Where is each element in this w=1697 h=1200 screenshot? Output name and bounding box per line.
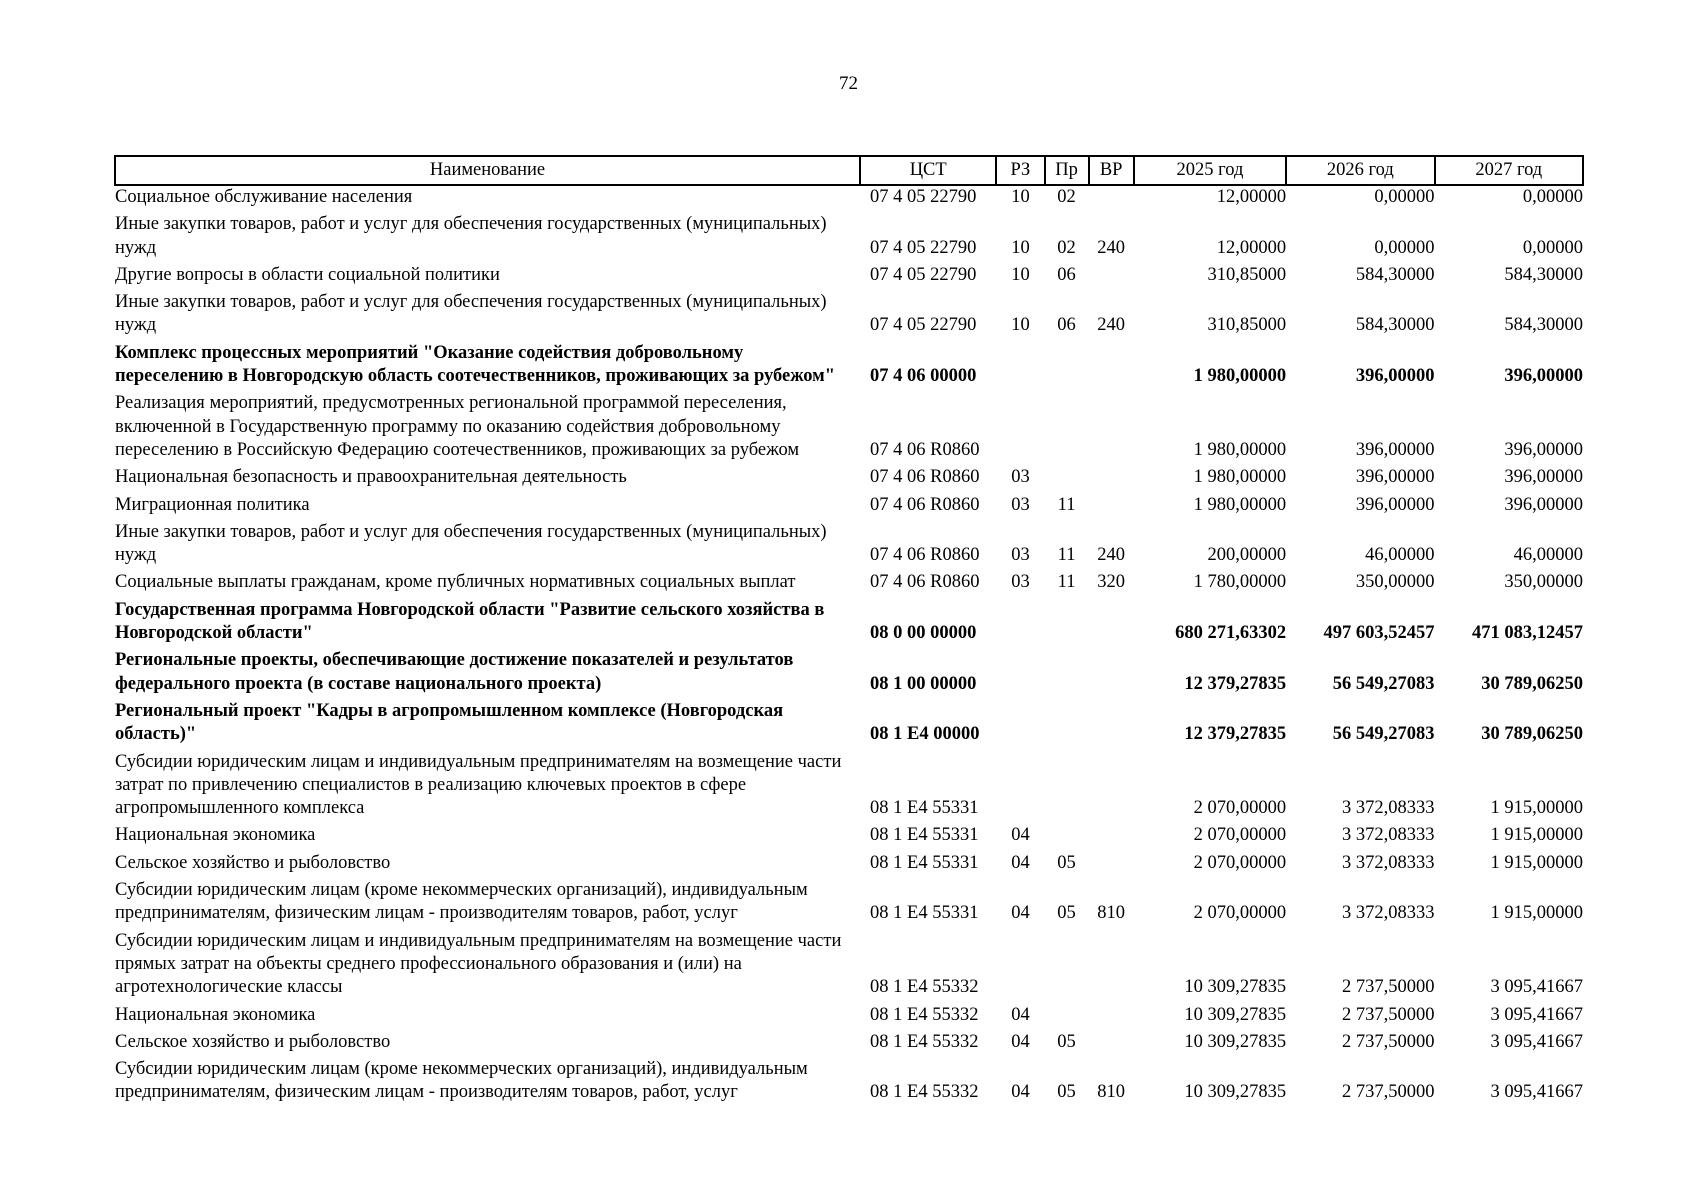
cell-y2025: 1 780,00000	[1193, 572, 1287, 593]
cell-y2025: 680 271,63302	[1175, 623, 1287, 644]
cell-name: Реализация мероприятий, предусмотренных региональной программой переселения, включенной в Государственную программу по оказанию содействия добровольному переселению в Российскую Федерацию соотечественников, проживающих за рубежом	[115, 393, 800, 460]
table-row	[115, 213, 1583, 264]
cell-cst: 07 4 06 R0860	[870, 545, 980, 566]
table-row	[115, 599, 1583, 650]
cell-rz: 03	[1011, 545, 1030, 566]
cell-name: Другие вопросы в области социальной политики	[115, 264, 500, 285]
cell-y2026: 497 603,52457	[1323, 623, 1435, 644]
cell-y2026: 584,30000	[1355, 315, 1435, 336]
cell-y2025: 10 309,27835	[1184, 1082, 1287, 1103]
cell-name: Национальная экономика	[115, 825, 316, 846]
cell-cst: 08 0 00 00000	[870, 623, 977, 644]
cell-rz: 10	[1011, 237, 1030, 258]
cell-pr: 11	[1057, 572, 1076, 593]
table-row	[115, 649, 1583, 700]
cell-cst: 08 1 00 00000	[870, 673, 977, 694]
header-name: Наименование	[115, 156, 860, 185]
cell-y2027: 3 095,41667	[1490, 1082, 1583, 1103]
cell-y2025: 1 980,00000	[1193, 439, 1287, 460]
cell-y2025: 12 379,27835	[1184, 673, 1287, 694]
cell-rz: 10	[1011, 315, 1030, 336]
cell-y2027: 1 915,00000	[1490, 852, 1583, 873]
cell-name: Комплекс процессных мероприятий "Оказание содействия добровольному переселению в Новгородскую область соотечественников, проживающих за рубежом"	[115, 342, 835, 387]
cell-cst: 08 1 E4 55332	[870, 1004, 979, 1025]
table-row	[115, 494, 1583, 521]
cell-pr	[1045, 824, 1089, 851]
cell-vr: 240	[1097, 315, 1126, 336]
cell-cst: 08 1 E4 55331	[870, 798, 979, 819]
table-row	[115, 879, 1583, 930]
cell-cst: 07 4 06 R0860	[870, 572, 980, 593]
cell-y2025: 2 070,00000	[1193, 903, 1287, 924]
cell-name: Региональные проекты, обеспечивающие достижение показателей и результатов федерального проекта (в составе национального проекта)	[115, 650, 794, 694]
cell-cst: 08 1 E4 55332	[870, 1031, 979, 1052]
cell-y2025: 10 309,27835	[1184, 1004, 1287, 1025]
table-row	[115, 392, 1583, 466]
cell-cst: 07 4 05 22790	[870, 187, 977, 207]
cell-vr	[1089, 1004, 1134, 1031]
cell-name: Субсидии юридическим лицам и индивидуальным предпринимателям на возмещение части затрат по привлечению специалистов в реализацию ключевых проектов в сфере агропромышленного комплекса	[115, 751, 842, 819]
cell-y2025: 12,00000	[1216, 237, 1287, 258]
cell-y2027: 46,00000	[1513, 545, 1583, 566]
cell-pr: 05	[1057, 1082, 1076, 1103]
header-rz: РЗ	[996, 156, 1044, 185]
table-row	[115, 1058, 1583, 1109]
cell-y2027: 3 095,41667	[1490, 977, 1583, 998]
cell-y2026: 2 737,50000	[1342, 1031, 1435, 1052]
cell-pr	[1045, 751, 1089, 825]
cell-y2027: 396,00000	[1504, 439, 1583, 460]
cell-y2026: 56 549,27083	[1332, 673, 1435, 694]
table-row	[115, 185, 1583, 213]
cell-rz: 04	[1011, 825, 1030, 846]
cell-name: Региональный проект "Кадры в агропромышленном комплексе (Новгородская область)"	[115, 700, 784, 745]
cell-y2025: 12,00000	[1216, 187, 1287, 207]
cell-rz: 10	[1011, 264, 1030, 285]
cell-cst: 07 4 06 R0860	[870, 439, 980, 460]
cell-name: Национальная безопасность и правоохранительная деятельность	[115, 467, 627, 488]
cell-y2025: 310,85000	[1207, 315, 1287, 336]
cell-rz: 04	[1011, 852, 1030, 873]
cell-rz	[996, 649, 1044, 700]
cell-y2025: 2 070,00000	[1193, 852, 1287, 873]
cell-pr	[1045, 700, 1089, 751]
cell-vr	[1089, 185, 1134, 213]
header-cst: ЦСТ	[860, 156, 996, 185]
cell-y2025: 12 379,27835	[1184, 724, 1287, 745]
cell-y2027: 396,00000	[1504, 467, 1583, 488]
cell-y2026: 350,00000	[1355, 572, 1435, 593]
cell-name: Иные закупки товаров, работ и услуг для обеспечения государственных (муниципальных) нужд	[115, 292, 827, 336]
cell-y2027: 30 789,06250	[1481, 724, 1583, 745]
cell-vr: 810	[1097, 1082, 1126, 1103]
table-row	[115, 1031, 1583, 1058]
cell-vr	[1089, 1031, 1134, 1058]
cell-y2027: 1 915,00000	[1490, 825, 1583, 846]
table-row	[115, 751, 1583, 825]
cell-y2026: 396,00000	[1355, 366, 1435, 387]
cell-y2026: 396,00000	[1355, 467, 1435, 488]
cell-y2026: 3 372,08333	[1342, 903, 1435, 924]
cell-vr	[1089, 494, 1134, 521]
cell-cst: 07 4 05 22790	[870, 264, 977, 285]
header-pr: Пр	[1045, 156, 1089, 185]
cell-vr	[1089, 751, 1134, 825]
cell-y2027: 3 095,41667	[1490, 1004, 1583, 1025]
cell-rz: 03	[1011, 467, 1030, 488]
table-row	[115, 852, 1583, 879]
cell-name: Государственная программа Новгородской области "Развитие сельского хозяйства в Новгородской области"	[115, 599, 825, 644]
cell-y2027: 3 095,41667	[1490, 1031, 1583, 1052]
cell-name: Субсидии юридическим лицам (кроме некоммерческих организаций), индивидуальным предпринимателям, физическим лицам - производителям товаров, работ, услуг	[115, 1059, 808, 1103]
cell-vr	[1089, 466, 1134, 493]
cell-rz: 10	[1011, 187, 1030, 207]
table-header-row	[115, 156, 1583, 185]
cell-vr	[1089, 264, 1134, 291]
cell-y2026: 56 549,27083	[1332, 724, 1435, 745]
cell-name: Социальное обслуживание населения	[115, 187, 413, 207]
cell-y2026: 46,00000	[1365, 545, 1435, 566]
cell-vr	[1089, 392, 1134, 466]
cell-rz	[996, 392, 1044, 466]
cell-cst: 08 1 E4 00000	[870, 724, 980, 745]
cell-name: Сельское хозяйство и рыболовство	[115, 1031, 391, 1052]
cell-rz: 03	[1011, 494, 1030, 515]
cell-y2025: 310,85000	[1207, 264, 1287, 285]
cell-pr	[1045, 1004, 1089, 1031]
cell-y2025: 1 980,00000	[1193, 366, 1287, 387]
budget-table	[114, 155, 1584, 1109]
cell-y2027: 584,30000	[1504, 264, 1583, 285]
cell-pr: 02	[1057, 237, 1076, 258]
cell-y2025: 200,00000	[1207, 545, 1287, 566]
cell-vr	[1089, 700, 1134, 751]
cell-cst: 08 1 E4 55331	[870, 903, 979, 924]
cell-cst: 07 4 05 22790	[870, 237, 977, 258]
cell-name: Иные закупки товаров, работ и услуг для обеспечения государственных (муниципальных) нужд	[115, 214, 827, 258]
cell-cst: 08 1 E4 55331	[870, 825, 979, 846]
cell-rz: 04	[1011, 1031, 1030, 1052]
cell-cst: 07 4 06 R0860	[870, 494, 980, 515]
cell-y2025: 2 070,00000	[1193, 798, 1287, 819]
table-row	[115, 521, 1583, 572]
cell-vr	[1089, 342, 1134, 393]
table-row	[115, 1004, 1583, 1031]
cell-name: Миграционная политика	[115, 494, 310, 515]
cell-y2025: 2 070,00000	[1193, 825, 1287, 846]
cell-y2027: 0,00000	[1522, 237, 1583, 258]
cell-pr: 02	[1057, 187, 1076, 207]
cell-y2027: 471 083,12457	[1472, 623, 1583, 644]
table-row	[115, 466, 1583, 493]
cell-rz: 04	[1011, 1004, 1030, 1025]
cell-y2026: 396,00000	[1355, 439, 1435, 460]
cell-rz	[996, 599, 1044, 650]
table-row	[115, 264, 1583, 291]
cell-pr: 05	[1057, 852, 1076, 873]
cell-y2026: 3 372,08333	[1342, 798, 1435, 819]
table-row	[115, 342, 1583, 393]
table-body	[115, 185, 1583, 1109]
cell-vr	[1089, 852, 1134, 879]
cell-pr	[1045, 466, 1089, 493]
cell-pr: 06	[1057, 315, 1076, 336]
cell-pr	[1045, 392, 1089, 466]
cell-pr	[1045, 599, 1089, 650]
cell-y2027: 396,00000	[1504, 366, 1583, 387]
cell-vr	[1089, 930, 1134, 1004]
cell-y2026: 3 372,08333	[1342, 825, 1435, 846]
cell-pr	[1045, 930, 1089, 1004]
cell-pr: 06	[1057, 264, 1076, 285]
cell-y2025: 1 980,00000	[1193, 494, 1287, 515]
cell-rz: 04	[1011, 903, 1030, 924]
cell-rz: 04	[1011, 1082, 1030, 1103]
header-2027: 2027 год	[1435, 156, 1583, 185]
cell-vr: 810	[1097, 903, 1126, 924]
cell-name: Национальная экономика	[115, 1004, 316, 1025]
cell-vr	[1089, 649, 1134, 700]
cell-vr: 320	[1097, 572, 1126, 593]
cell-name: Субсидии юридическим лицам (кроме некоммерческих организаций), индивидуальным предпринимателям, физическим лицам - производителям товаров, работ, услуг	[115, 880, 808, 924]
table-row	[115, 571, 1583, 598]
cell-y2027: 350,00000	[1504, 572, 1583, 593]
cell-y2027: 1 915,00000	[1490, 798, 1583, 819]
page-number: 72	[839, 73, 858, 94]
cell-vr	[1089, 599, 1134, 650]
cell-vr: 240	[1097, 545, 1126, 566]
cell-rz: 03	[1011, 572, 1030, 593]
cell-vr: 240	[1097, 237, 1126, 258]
cell-y2026: 2 737,50000	[1342, 1082, 1435, 1103]
cell-pr	[1045, 649, 1089, 700]
table-row	[115, 824, 1583, 851]
cell-y2025: 10 309,27835	[1184, 977, 1287, 998]
cell-pr: 11	[1057, 494, 1076, 515]
cell-y2027: 1 915,00000	[1490, 903, 1583, 924]
cell-name: Сельское хозяйство и рыболовство	[115, 852, 391, 873]
header-vr: ВР	[1089, 156, 1134, 185]
cell-pr: 11	[1057, 545, 1076, 566]
cell-cst: 07 4 06 R0860	[870, 467, 980, 488]
cell-cst: 08 1 E4 55332	[870, 977, 979, 998]
cell-rz	[996, 751, 1044, 825]
cell-y2025: 1 980,00000	[1193, 467, 1287, 488]
table-row	[115, 700, 1583, 751]
cell-cst: 07 4 05 22790	[870, 315, 977, 336]
cell-name: Социальные выплаты гражданам, кроме публичных нормативных социальных выплат	[115, 572, 796, 593]
cell-y2026: 2 737,50000	[1342, 977, 1435, 998]
cell-cst: 08 1 E4 55332	[870, 1082, 979, 1103]
cell-y2027: 0,00000	[1522, 187, 1583, 207]
cell-y2027: 30 789,06250	[1481, 673, 1583, 694]
cell-cst: 07 4 06 00000	[870, 366, 977, 387]
cell-y2026: 3 372,08333	[1342, 852, 1435, 873]
cell-pr: 05	[1057, 1031, 1076, 1052]
cell-y2027: 396,00000	[1504, 494, 1583, 515]
cell-name: Субсидии юридическим лицам и индивидуальным предпринимателям на возмещение части прямых затрат на объекты среднего профессионального образования и (или) на агротехнологические классы	[115, 930, 842, 998]
header-2025: 2025 год	[1134, 156, 1286, 185]
table-row	[115, 930, 1583, 1004]
cell-rz	[996, 930, 1044, 1004]
cell-rz	[996, 342, 1044, 393]
cell-y2025: 10 309,27835	[1184, 1031, 1287, 1052]
cell-y2026: 0,00000	[1374, 237, 1435, 258]
cell-cst: 08 1 E4 55331	[870, 852, 979, 873]
cell-y2026: 584,30000	[1355, 264, 1435, 285]
cell-pr	[1045, 342, 1089, 393]
cell-vr	[1089, 824, 1134, 851]
cell-y2026: 396,00000	[1355, 494, 1435, 515]
table-row	[115, 291, 1583, 342]
header-2026: 2026 год	[1286, 156, 1434, 185]
cell-y2026: 2 737,50000	[1342, 1004, 1435, 1025]
cell-rz	[996, 700, 1044, 751]
cell-pr: 05	[1057, 903, 1076, 924]
cell-y2026: 0,00000	[1374, 187, 1435, 207]
cell-y2027: 584,30000	[1504, 315, 1583, 336]
cell-name: Иные закупки товаров, работ и услуг для обеспечения государственных (муниципальных) нужд	[115, 521, 827, 566]
